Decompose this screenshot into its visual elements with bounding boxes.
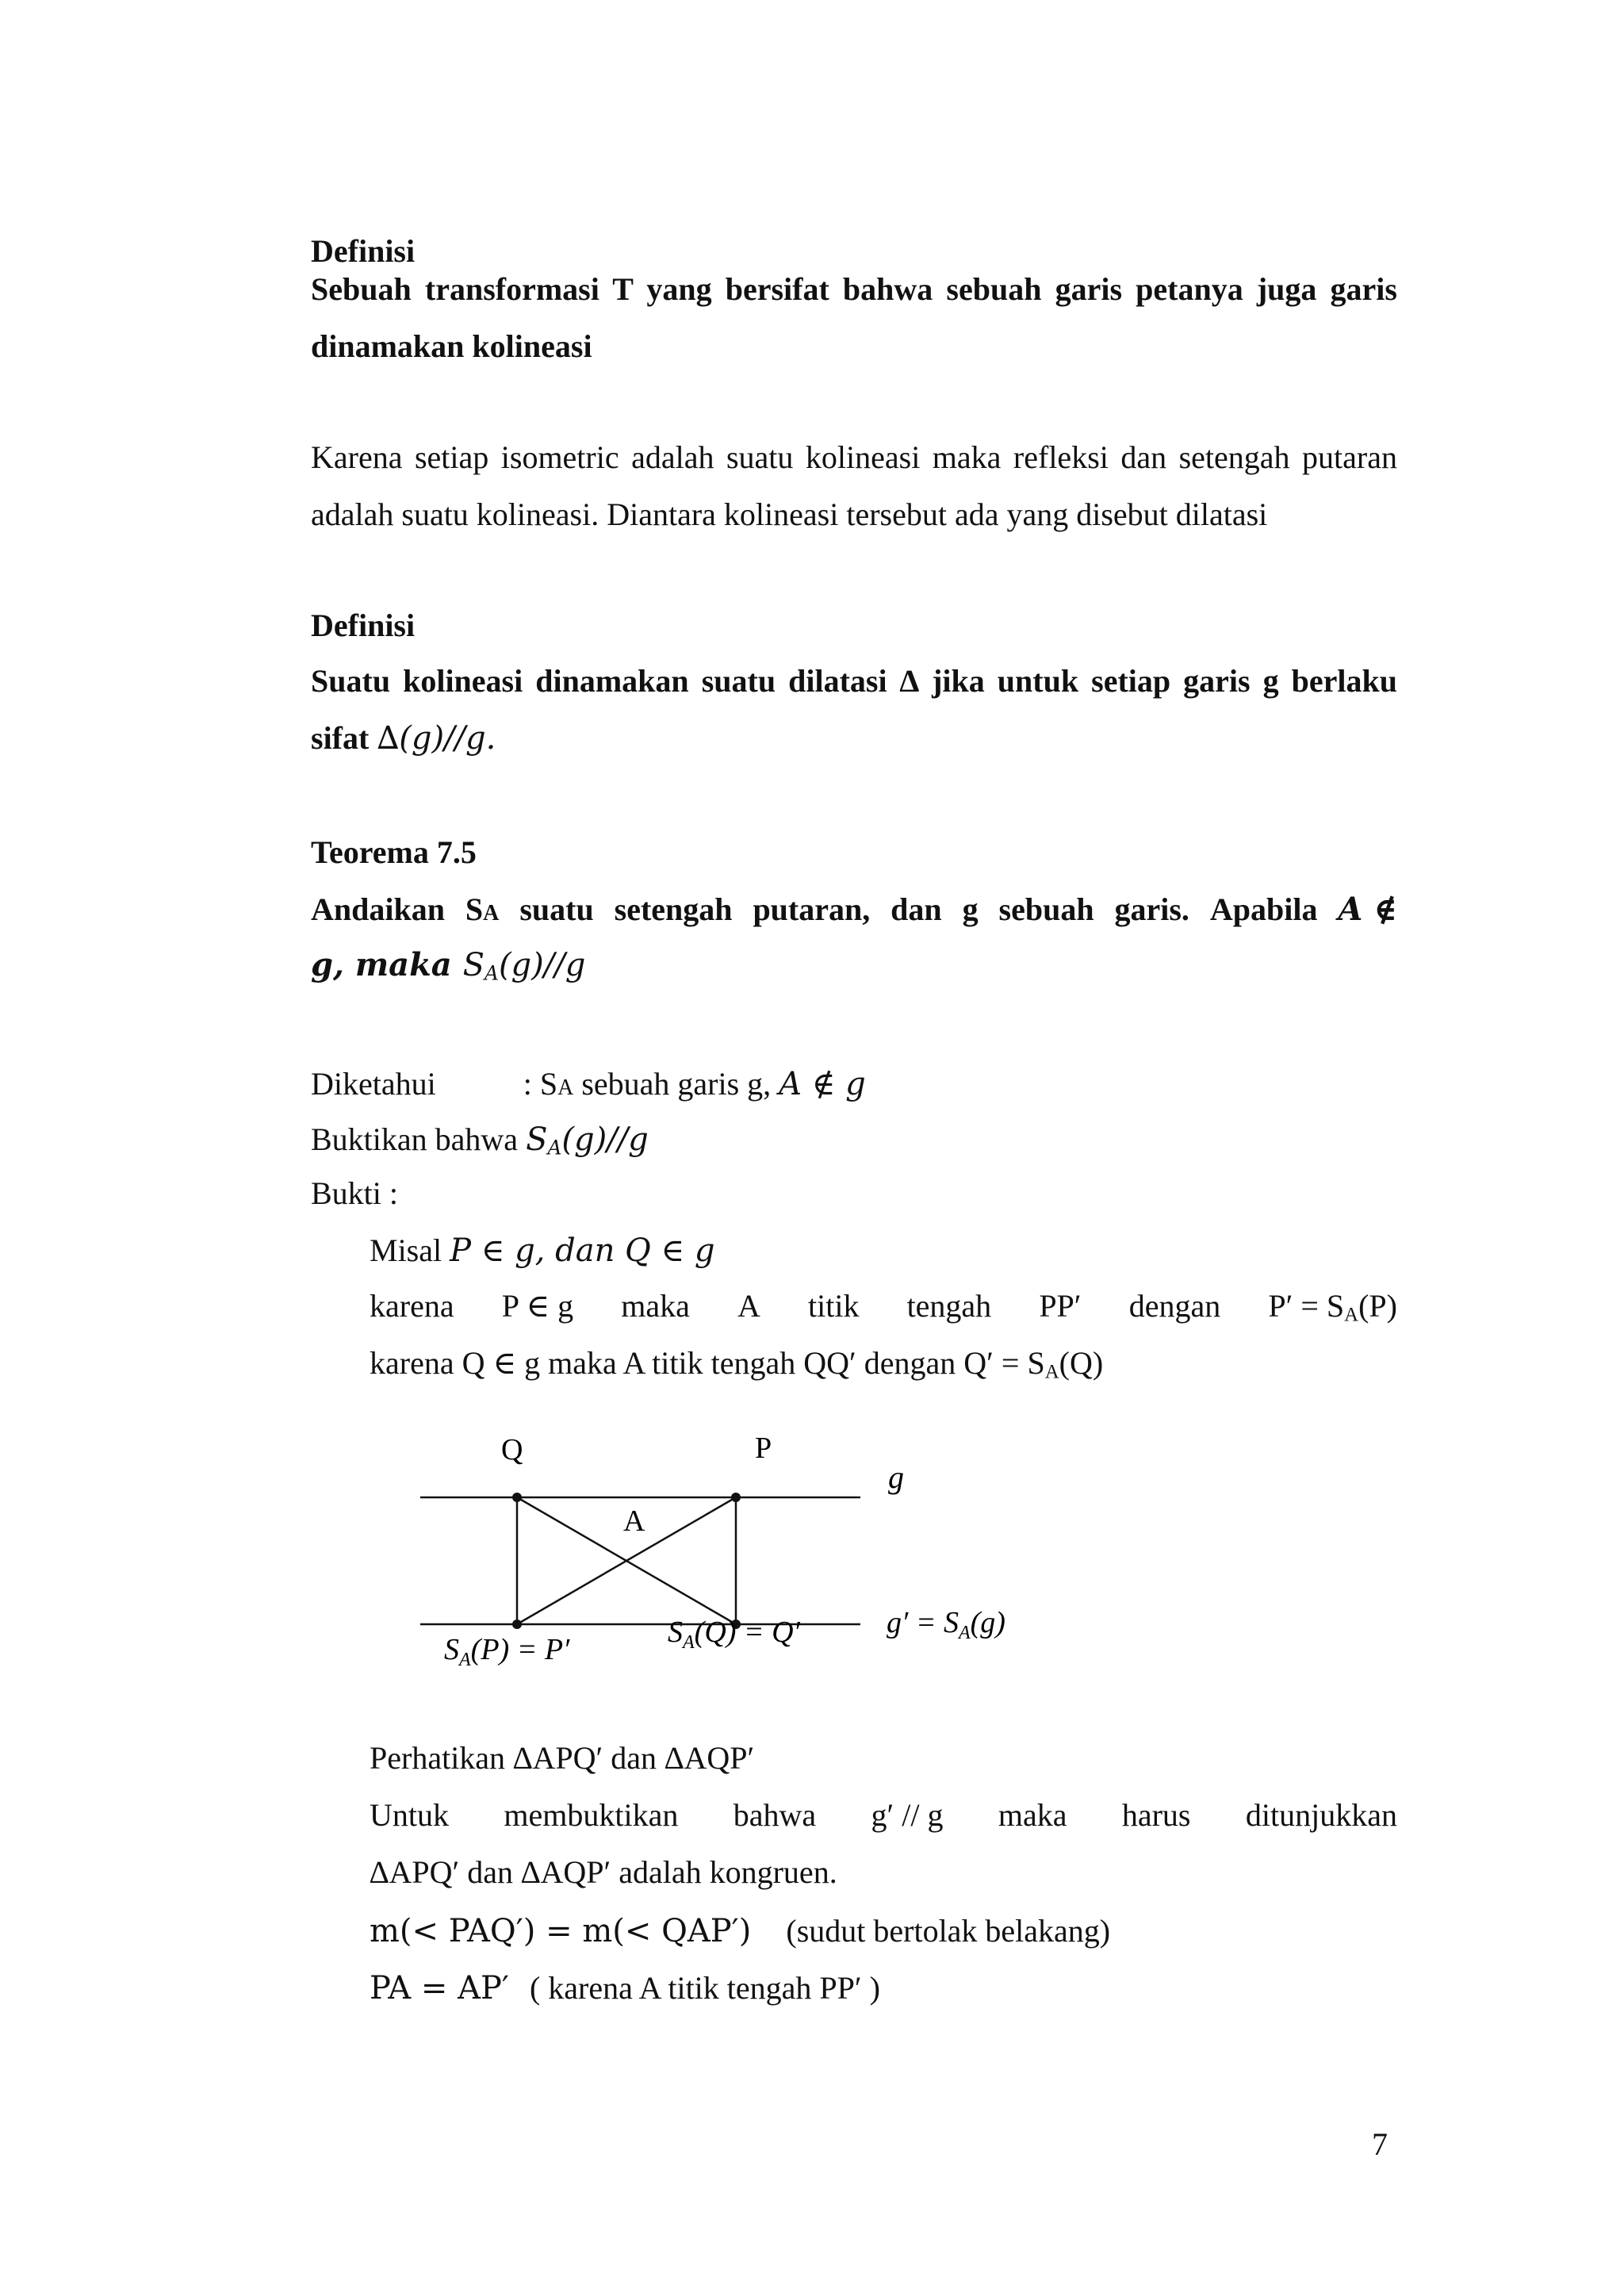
label-sa-q: $S_A(Q) = Q'$ [668, 1616, 800, 1653]
label-p: P [755, 1432, 772, 1465]
page-number: 7 [1372, 2126, 1388, 2162]
proof-step: Misal P ∈ g, dan Q ∈ g [370, 1232, 715, 1269]
to-prove-line: Buktikan bahwa $S_A(g)//g$ [311, 1121, 649, 1159]
label-sa-p: $S_A(P) = P'$ [444, 1633, 570, 1670]
point-p-prime [512, 1619, 522, 1629]
theorem-heading: Teorema 7.5 [311, 834, 477, 870]
proof-step: PA = AP′ ( karena A titik tengah PP′ ) [370, 1970, 880, 2007]
definition-heading: Definisi [311, 608, 416, 643]
definition-text-line: sifat ∆(g)//g. [311, 720, 496, 757]
proof-label: Bukti : [311, 1175, 399, 1211]
label-a: A [623, 1504, 645, 1538]
label-q: Q [501, 1433, 523, 1466]
definition-text-line: Sebuah transformasi T yang bersifat bahwa sebuah garis petanya juga garis [311, 271, 1397, 307]
proof-step: Perhatikan ∆APQ′ dan ∆AQP′ [370, 1740, 755, 1776]
proof-step: karena Q ∈ g maka A titik tengah QQ′ dengan $Q' = S_A(Q)$ [370, 1345, 1104, 1383]
proof-step: Untuk membuktikan bahwa g′ // g maka harus ditunjukkan [370, 1797, 1397, 1833]
paragraph-line: Karena setiap isometric adalah suatu kolineasi maka refleksi dan setengah putaran [311, 439, 1397, 475]
point-q [512, 1493, 522, 1502]
paragraph-line: adalah suatu kolineasi. Diantara kolineasi tersebut ada yang disebut dilatasi [311, 496, 1268, 532]
known-line: Diketahui : SA sebuah garis g, A ∉ g [311, 1066, 866, 1102]
definition-heading: Definisi [311, 233, 416, 269]
theorem-text-line: Andaikan SA suatu setengah putaran, dan g sebuah garis. Apabila A ∉ [311, 891, 1397, 928]
definition-text-line: dinamakan kolineasi [311, 328, 592, 364]
proof-step: m(< PAQ′) = m(< QAP′) (sudut bertolak belakang) [370, 1913, 1111, 1949]
proof-step: ∆APQ′ dan ∆AQP′ adalah kongruen. [370, 1854, 837, 1890]
definition-text-line: Suatu kolineasi dinamakan suatu dilatasi ∆ jika untuk setiap garis g berlaku [311, 663, 1397, 699]
proof-step: karena P ∈ g maka A titik tengah PP′ dengan $P' = S_A(P)$ [370, 1288, 1397, 1326]
label-g-prime: $g' = S_A(g)$ [887, 1606, 1005, 1643]
label-g: g [888, 1459, 904, 1495]
point-p [731, 1493, 741, 1502]
theorem-text-line: g, maka $S_A(g)//g$ [311, 946, 586, 985]
